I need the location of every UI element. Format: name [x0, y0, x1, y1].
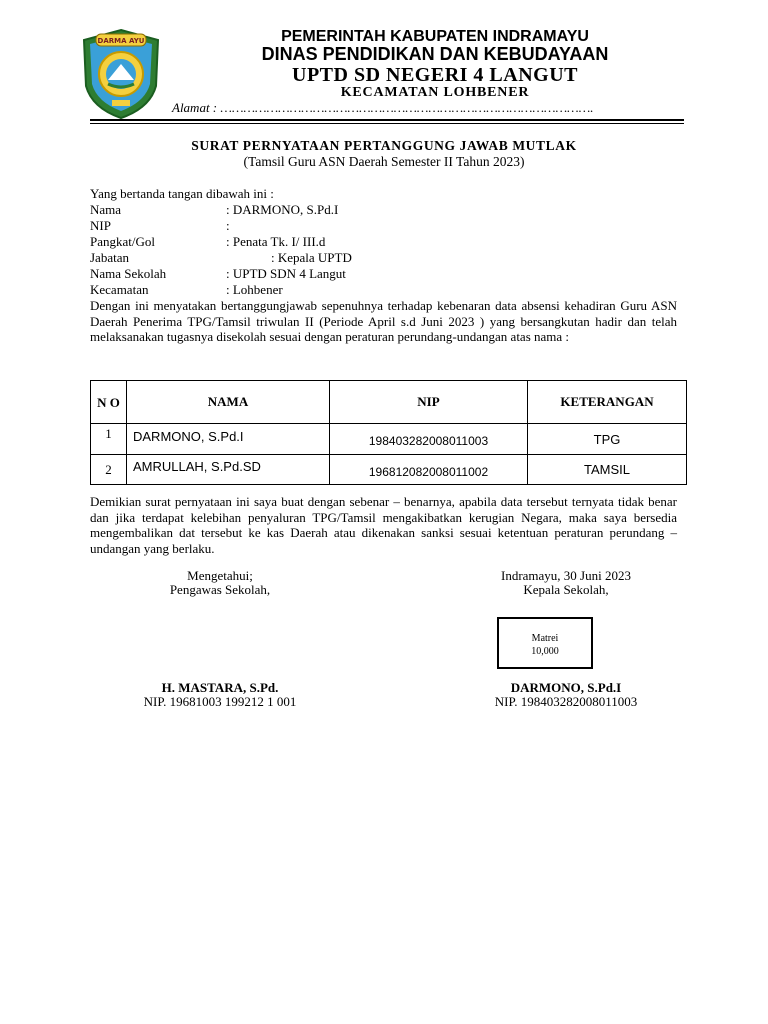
- cell-nama: DARMONO, S.Pd.I: [127, 424, 330, 455]
- cell-keterangan: TAMSIL: [528, 455, 687, 485]
- intro-text: Yang bertanda tangan dibawah ini :: [90, 186, 274, 201]
- col-header-no: N O: [91, 381, 127, 424]
- sign-right-nip: NIP. 198403282008011003: [494, 694, 638, 709]
- table-header-row: [91, 381, 687, 424]
- value-nip: :: [226, 218, 230, 233]
- value-nama: : DARMONO, S.Pd.I: [226, 202, 339, 217]
- header-department: DINAS PENDIDIKAN DAN KEBUDAYAAN: [261, 44, 609, 64]
- value-jabatan: : Kepala UPTD: [271, 250, 352, 265]
- cell-nama: AMRULLAH, S.Pd.SD: [127, 455, 330, 485]
- teacher-table: [90, 380, 687, 485]
- label-nip: NIP: [90, 218, 111, 233]
- svg-text:DARMA AYU: DARMA AYU: [97, 37, 145, 45]
- cell-no: 1: [91, 424, 127, 455]
- table-row: [91, 424, 687, 455]
- header-school: UPTD SD NEGERI 4 LANGUT: [292, 64, 578, 86]
- closing-paragraph: Demikian surat pernyataan ini saya buat dengan sebenar – benarnya, apabila data tersebut ternyata tidak benar dan jika terdapat kelebihan penyaluran TPG/Tamsil mengakibatkan kerugian Negara, maka saya bersedia mengembalikan dat tersebut ke kas Daerah atau dikenakan sanksi sesuai ketentuan peraturan perundang – undangan yang berlaku.: [90, 494, 677, 556]
- statement-paragraph: Dengan ini menyatakan bertanggungjawab sepenuhnya terhadap kebenaran data absensi kehadiran Guru ASN Daerah Penerima TPG/Tamsil triwulan II (Periode April s.d Juni 2023 ) yang bersangkutan hadir dan telah melaksanakan tugasnya disekolah sesuai dengan peraturan perundang-undangan atas nama :: [90, 298, 677, 344]
- label-nama: Nama: [90, 202, 122, 217]
- sign-right-date: Indramayu, 30 Juni 2023: [501, 568, 631, 583]
- cell-nip: 196812082008011002: [330, 455, 528, 485]
- header-government: PEMERINTAH KABUPATEN INDRAMAYU: [281, 28, 589, 45]
- stamp-value: 10,000: [531, 646, 559, 657]
- value-kecamatan: : Lohbener: [226, 282, 283, 297]
- cell-no: 2: [91, 455, 127, 485]
- cell-keterangan: TPG: [528, 424, 687, 455]
- label-sekolah: Nama Sekolah: [90, 266, 167, 281]
- sign-left-line1: Mengetahui;: [187, 568, 253, 583]
- sign-right-name: DARMONO, S.Pd.I: [510, 680, 622, 695]
- value-pangkat: : Penata Tk. I/ III.d: [226, 234, 326, 249]
- header-divider-thick: [90, 119, 684, 121]
- sign-left-line2: Pengawas Sekolah,: [169, 582, 271, 597]
- value-sekolah: : UPTD SDN 4 Langut: [226, 266, 346, 281]
- col-header-nama: NAMA: [127, 381, 330, 424]
- cell-nip: 198403282008011003: [330, 424, 528, 455]
- header-address: Alamat : …………………………………………………………………………………….: [172, 100, 594, 115]
- col-header-keterangan: KETERANGAN: [528, 381, 687, 424]
- label-kecamatan: Kecamatan: [90, 282, 149, 297]
- stamp-box: [497, 617, 593, 669]
- document-subtitle: (Tamsil Guru ASN Daerah Semester II Tahun 2023): [243, 154, 525, 169]
- label-pangkat: Pangkat/Gol: [90, 234, 155, 249]
- document-title: SURAT PERNYATAAN PERTANGGUNG JAWAB MUTLAK: [191, 138, 577, 153]
- label-jabatan: Jabatan: [90, 250, 129, 265]
- stamp-label: Matrei: [531, 633, 559, 644]
- sign-left-name: H. MASTARA, S.Pd.: [161, 680, 279, 695]
- sign-left-nip: NIP. 19681003 199212 1 001: [143, 694, 297, 709]
- col-header-nip: NIP: [330, 381, 528, 424]
- header-divider-thin: [90, 123, 684, 124]
- district-logo: [78, 28, 164, 120]
- header-subdistrict: KECAMATAN LOHBENER: [340, 85, 530, 100]
- sign-right-line2: Kepala Sekolah,: [523, 582, 609, 597]
- table-row: [91, 455, 687, 485]
